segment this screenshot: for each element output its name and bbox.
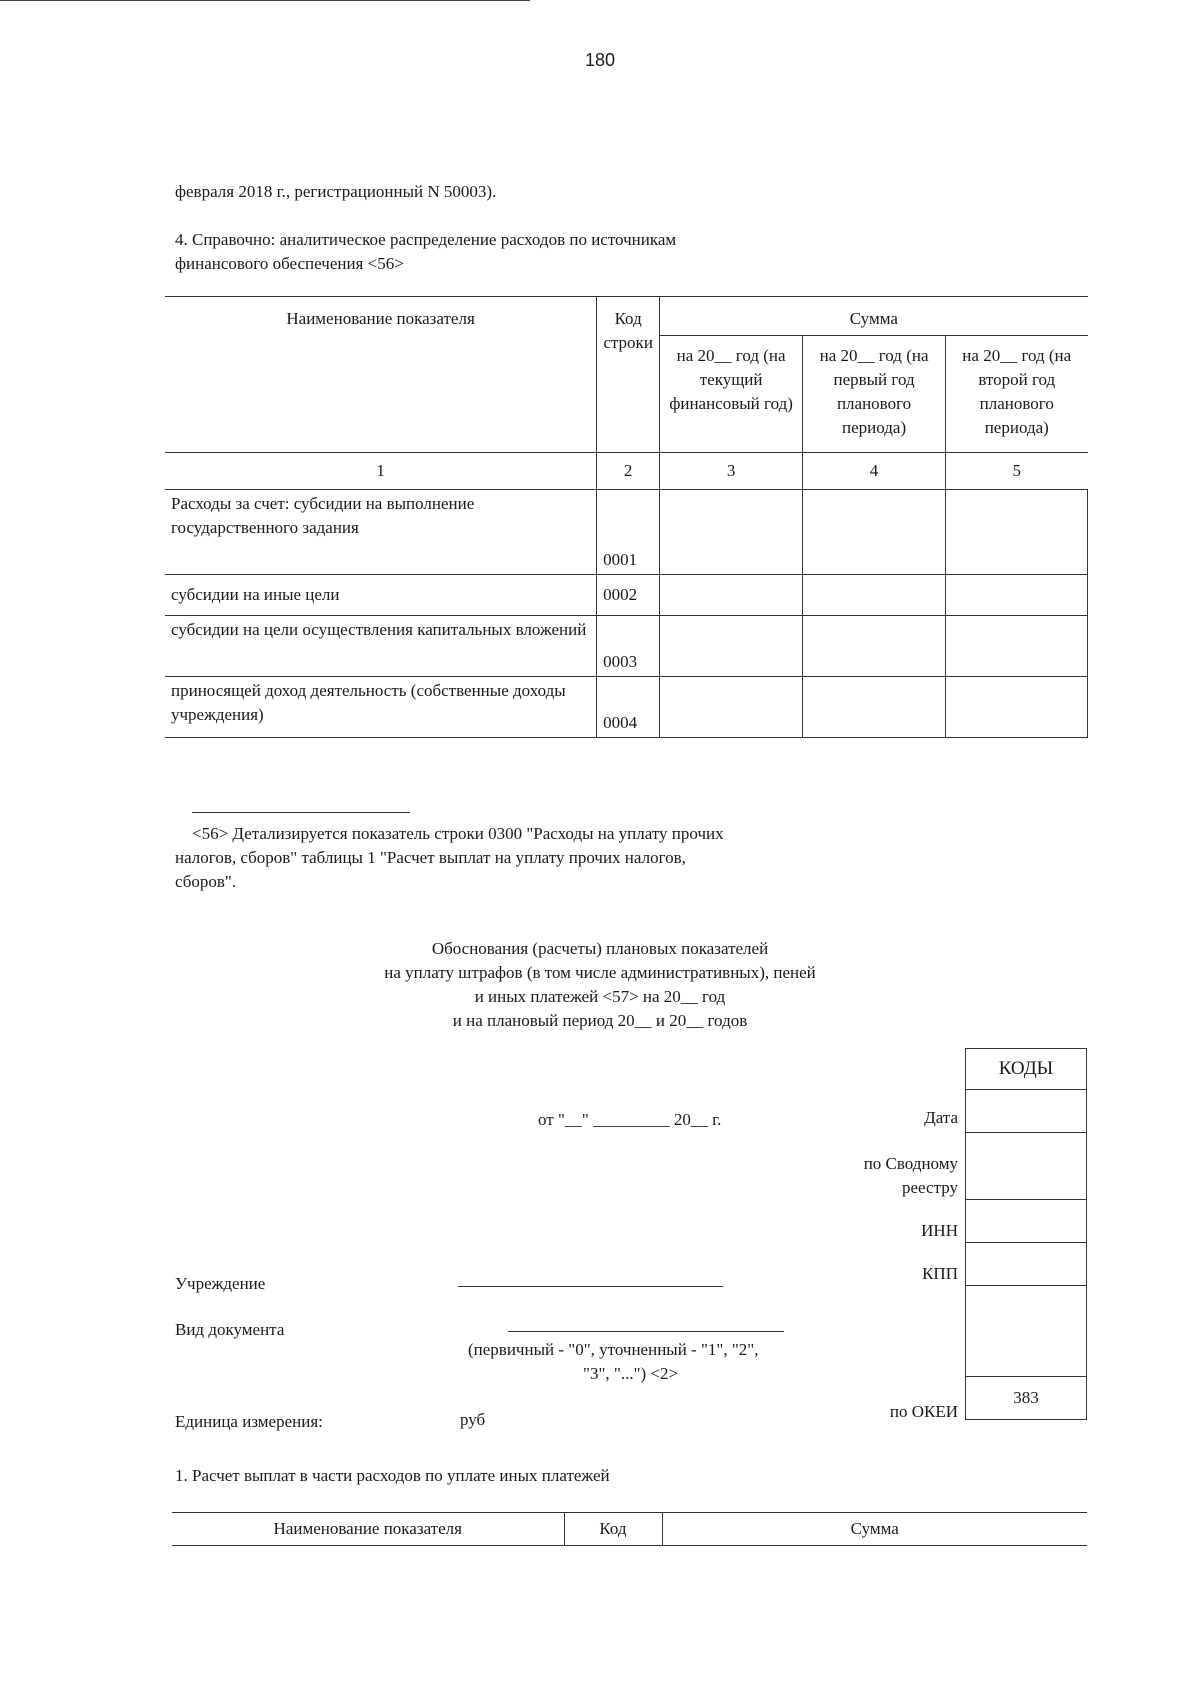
unit-label: Единица измерения: <box>175 1412 323 1431</box>
doc-type-hint-1: (первичный - "0", уточненный - "1", "2", <box>468 1340 759 1359</box>
row-cell <box>946 677 1088 738</box>
row-code: 0003 <box>597 616 660 677</box>
header-sum: Сумма <box>660 297 1088 336</box>
row-cell <box>660 616 803 677</box>
doc-type-hint-2: "3", "...") <2> <box>583 1364 679 1383</box>
row-cell <box>660 575 803 616</box>
section4-heading-line1: 4. Справочно: аналитическое распределение расходов по источникам <box>175 230 677 249</box>
label-date: Дата <box>924 1108 958 1127</box>
section1-heading: 1. Расчет выплат в части расходов по уплате иных платежей <box>175 1466 610 1485</box>
row-code: 0004 <box>597 677 660 738</box>
intro-line: февраля 2018 г., регистрационный N 50003). <box>175 182 497 201</box>
codes-table <box>965 1048 1087 1420</box>
row-name: субсидии на цели осуществления капитальных вложений <box>165 616 597 677</box>
label-okei: по ОКЕИ <box>889 1402 958 1421</box>
code-okei: 383 <box>966 1377 1087 1420</box>
institution-field-line <box>458 1286 723 1287</box>
row-cell <box>946 616 1088 677</box>
row-cell <box>660 677 803 738</box>
footnote-line2: налогов, сборов" таблицы 1 "Расчет выплат на уплату прочих налогов, <box>175 848 686 867</box>
header-name: Наименование показателя <box>165 297 597 453</box>
date-line: от "__" _________ 20__ г. <box>538 1110 722 1129</box>
row-code: 0001 <box>597 490 660 575</box>
row-cell <box>946 575 1088 616</box>
header-code: Код строки <box>597 297 660 453</box>
row-name: приносящей доход деятельность (собственные доходы учреждения) <box>165 677 597 738</box>
title-line4: и на плановый период 20__ и 20__ годов <box>452 1011 748 1030</box>
num-2: 2 <box>597 453 660 490</box>
doc-type-label: Вид документа <box>175 1320 285 1339</box>
label-inn: ИНН <box>921 1221 958 1240</box>
num-5: 5 <box>946 453 1088 490</box>
row-cell <box>803 677 946 738</box>
unit-value: руб <box>460 1410 486 1429</box>
header-col5: на 20__ год (на второй год планового периода) <box>946 336 1088 453</box>
title-line1: Обоснования (расчеты) плановых показателей <box>431 939 769 958</box>
section1-table <box>172 1512 1087 1546</box>
header-col3: на 20__ год (на текущий финансовый год) <box>660 336 803 453</box>
codes-header: КОДЫ <box>966 1049 1087 1090</box>
code-date <box>966 1090 1087 1133</box>
row-cell <box>660 490 803 575</box>
label-registry-1: по Сводному <box>863 1154 958 1173</box>
title-line2: на уплату штрафов (в том числе административных), пеней <box>384 963 816 982</box>
page-number: 180 <box>584 50 616 70</box>
scan-top-border <box>0 0 530 1</box>
funding-distribution-table <box>165 296 1088 738</box>
code-kpp <box>966 1243 1087 1286</box>
row-cell <box>803 616 946 677</box>
label-kpp: КПП <box>922 1264 958 1283</box>
row-name: субсидии на иные цели <box>165 575 597 616</box>
code-registry <box>966 1133 1087 1200</box>
label-registry-2: реестру <box>902 1178 958 1197</box>
num-3: 3 <box>660 453 803 490</box>
code-inn <box>966 1200 1087 1243</box>
row-code: 0002 <box>597 575 660 616</box>
row-cell <box>946 490 1088 575</box>
footnote-line1: <56> Детализируется показатель строки 0300 "Расходы на уплату прочих <box>192 824 724 843</box>
institution-label: Учреждение <box>175 1274 266 1293</box>
doc-type-field-line <box>508 1331 784 1332</box>
s1-header-code: Код <box>564 1513 662 1546</box>
code-doc-type <box>966 1286 1087 1377</box>
footnote-separator <box>192 812 410 813</box>
s1-header-name: Наименование показателя <box>172 1513 564 1546</box>
header-col4: на 20__ год (на первый год планового периода) <box>803 336 946 453</box>
num-4: 4 <box>803 453 946 490</box>
row-cell <box>803 490 946 575</box>
num-1: 1 <box>165 453 597 490</box>
section4-heading-line2: финансового обеспечения <56> <box>175 254 404 273</box>
row-name: Расходы за счет: субсидии на выполнение государственного задания <box>165 490 597 575</box>
footnote-line3: сборов". <box>175 872 237 891</box>
row-cell <box>803 575 946 616</box>
s1-header-sum: Сумма <box>662 1513 1087 1546</box>
title-line3: и иных платежей <57> на 20__ год <box>474 987 726 1006</box>
